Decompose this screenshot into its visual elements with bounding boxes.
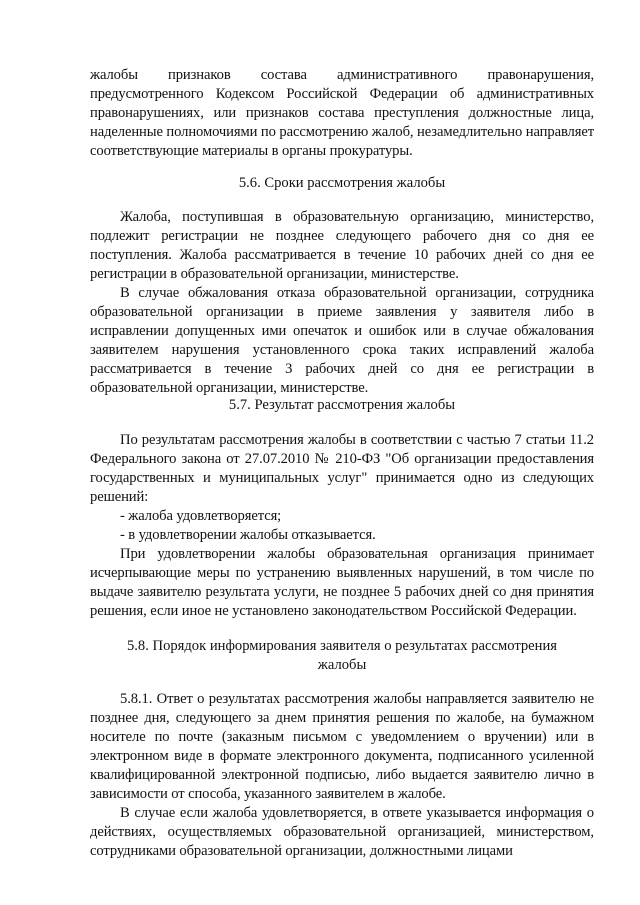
section-5-7-heading	[90, 396, 594, 415]
section-5-8-heading	[90, 637, 594, 675]
section-5-8-paragraph-2: В случае если жалоба удовлетворяется, в ответе указывается информация о действиях, осуществляемых образовательной организацией, министерством, сотрудниками образовательной организации, должностными лицами	[90, 805, 594, 859]
intro-paragraph: жалобы признаков состава административного правонарушения, предусмотренного Кодексом Российской Федерации об административных правонарушениях, или признаков состава преступления должностные лица, наделенные полномочиями по рассмотрению жалоб, незамедлительно направляет соответствующие материалы в органы прокуратуры.	[90, 67, 594, 159]
section-5-8-body	[90, 690, 594, 861]
section-5-6-paragraph-1: Жалоба, поступившая в образовательную организацию, министерство, подлежит регистрации не позднее следующего рабочего дня со дня ее поступления. Жалоба рассматривается в течение 10 рабочих дней со дня ее регистрации в образовательной организации, министерстве.	[90, 209, 594, 282]
section-5-7-title: 5.7. Результат рассмотрения жалобы	[228, 397, 456, 413]
section-5-8-title-line-1: 5.8. Порядок информирования заявителя о результатах рассмотрения	[126, 638, 557, 654]
section-5-6-title: 5.6. Сроки рассмотрения жалобы	[238, 175, 446, 191]
section-5-6-paragraph-2: В случае обжалования отказа образовательной организации, сотрудника образовательной организации в приеме заявления у заявителя либо в исправлении допущенных ими опечаток и ошибок или в случае обжалования заявителем нарушения установленного срока таких исправлений жалоба рассматривается в течение 3 рабочих дней со дня ее регистрации в образовательной организации, министерстве.	[90, 285, 594, 396]
section-5-8-title-line-2: жалобы	[317, 657, 367, 673]
section-5-6-heading	[90, 174, 594, 193]
section-5-7-paragraph-2: При удовлетворении жалобы образовательная организация принимает исчерпывающие меры по устранению выявленных нарушений, в том числе по выдаче заявителю результата услуги, не позднее 5 рабочих дней со дня принятия решения, если иное не установлено законодательством Российской Федерации.	[90, 546, 594, 619]
section-5-7-paragraph-1: По результатам рассмотрения жалобы в соответствии с частью 7 статьи 11.2 Федерального закона от 27.07.2010 № 210-ФЗ "Об организации предоставления государственных и муниципальных услуг" принимается одно из следующих решений:	[90, 432, 594, 505]
section-5-7-list-item-2: - в удовлетворении жалобы отказывается.	[120, 527, 376, 543]
section-5-7-body	[90, 431, 594, 621]
intro-block	[90, 66, 594, 161]
section-5-8-paragraph-1: 5.8.1. Ответ о результатах рассмотрения жалобы направляется заявителю не позднее дня, следующего за днем принятия решения по жалобе, на бумажном носителе по почте (заказным письмом с уведомлением о вручении) или в электронном виде в формате электронного документа, подписанного усиленной квалифицированной электронной подписью, либо выдается заявителю лично в зависимости от способа, указанного заявителем в жалобе.	[90, 691, 594, 802]
section-5-6-body	[90, 208, 594, 398]
section-5-7-list-item-1: - жалоба удовлетворяется;	[120, 508, 282, 524]
